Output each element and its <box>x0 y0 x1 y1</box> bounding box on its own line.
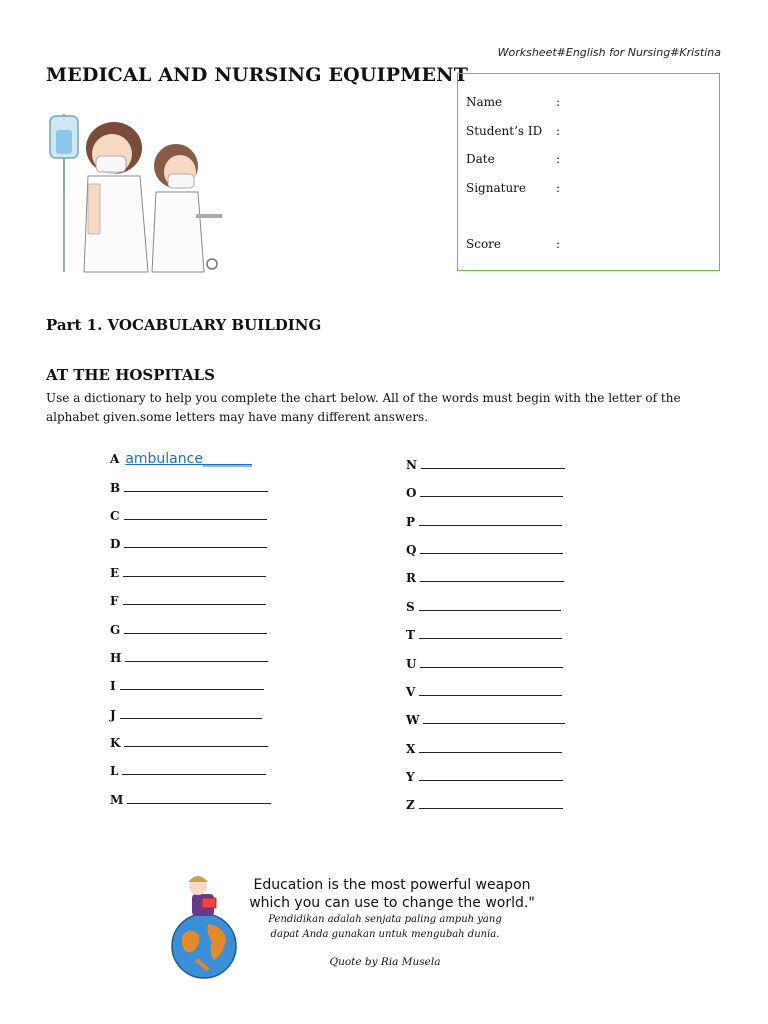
answer-blank[interactable] <box>124 480 268 492</box>
answer-blank[interactable] <box>421 457 565 469</box>
letter-row-h <box>110 650 268 665</box>
answer-blank[interactable] <box>125 650 268 662</box>
letter-row-q <box>406 542 563 557</box>
answer-blank[interactable] <box>419 684 562 696</box>
student-id-colon: : <box>556 124 561 138</box>
letter-row-t <box>406 627 562 642</box>
letter-label: M <box>110 793 124 807</box>
letter-row-b <box>110 480 268 495</box>
letter-label: V <box>406 685 416 699</box>
letter-label: Q <box>406 543 417 557</box>
info-row-score <box>466 237 560 251</box>
student-info-box <box>457 73 720 271</box>
answer-blank[interactable] <box>419 797 563 809</box>
letter-label: Y <box>406 770 415 784</box>
letter-label: G <box>110 623 121 637</box>
answer-blank[interactable] <box>124 735 268 747</box>
answer-blank[interactable] <box>419 599 561 611</box>
letter-row-i <box>110 678 264 693</box>
letter-label: P <box>406 515 416 529</box>
info-row-student-id <box>466 124 560 138</box>
letter-row-s <box>406 599 561 614</box>
answer-blank[interactable] <box>122 763 266 775</box>
letter-label: X <box>406 742 416 756</box>
section-title: AT THE HOSPITALS <box>46 366 215 384</box>
letter-label: L <box>110 764 119 778</box>
letter-row-c <box>110 508 267 523</box>
quote-indonesian-line-1: Pendidikan adalah senjata paling ampuh yang <box>268 914 502 925</box>
letter-row-f <box>110 593 266 608</box>
answer-blank[interactable] <box>127 792 271 804</box>
student-id-label: Student’s ID <box>466 124 543 138</box>
letter-label: K <box>110 736 121 750</box>
quote-attribution: Quote by Ria Musela <box>329 956 441 968</box>
quote-english <box>232 876 552 912</box>
letter-row-y <box>406 769 563 784</box>
globe-reader-illustration <box>168 868 240 980</box>
date-label: Date <box>466 152 495 166</box>
answer-blank[interactable] <box>123 593 266 605</box>
letter-label: A <box>110 452 120 466</box>
letter-label: U <box>406 657 417 671</box>
name-colon: : <box>556 95 561 109</box>
quote-indonesian <box>250 912 520 942</box>
letter-label: B <box>110 481 121 495</box>
answer-blank[interactable] <box>420 570 564 582</box>
quote-english-line-2: which you can use to change the world." <box>249 895 535 911</box>
letter-row-g <box>110 622 267 637</box>
letter-label: O <box>406 486 417 500</box>
answer-blank[interactable] <box>419 514 562 526</box>
letter-row-v <box>406 684 562 699</box>
answer-blank[interactable] <box>420 542 563 554</box>
letter-label: S <box>406 600 415 614</box>
letter-row-m <box>110 792 271 807</box>
example-answer: ambulance_______ <box>125 451 252 467</box>
letter-label: I <box>110 679 116 693</box>
answer-blank[interactable] <box>120 678 264 690</box>
answer-blank[interactable] <box>419 741 562 753</box>
answer-blank[interactable] <box>419 627 562 639</box>
quote-english-line-1: Education is the most powerful weapon <box>253 877 531 893</box>
letter-row-r <box>406 570 564 585</box>
letter-label: J <box>110 708 116 722</box>
letter-row-n <box>406 457 565 472</box>
instructions-text: Use a dictionary to help you complete the chart below. All of the words must begin with the letter of the alphabet given.some letters may have many different answers. <box>46 391 681 424</box>
quote-indonesian-line-2: dapat Anda gunakan untuk mengubah dunia. <box>270 929 500 940</box>
answer-blank[interactable] <box>120 707 262 719</box>
score-colon: : <box>556 237 561 251</box>
answer-blank[interactable] <box>124 536 267 548</box>
letter-row-p <box>406 514 562 529</box>
letter-label: R <box>406 571 416 585</box>
letter-label: E <box>110 566 120 580</box>
answer-blank[interactable] <box>423 712 565 724</box>
letter-row-a <box>110 451 252 467</box>
letter-label: N <box>406 458 417 472</box>
letter-row-d <box>110 536 267 551</box>
info-row-signature <box>466 181 560 195</box>
page-title: MEDICAL AND NURSING EQUIPMENT <box>46 64 469 86</box>
signature-colon: : <box>556 181 561 195</box>
letter-label: Z <box>406 798 415 812</box>
letter-label: T <box>406 628 415 642</box>
info-row-name <box>466 95 560 109</box>
letter-row-x <box>406 741 562 756</box>
score-label: Score <box>466 237 502 251</box>
letter-label: C <box>110 509 120 523</box>
letter-row-e <box>110 565 266 580</box>
answer-blank[interactable] <box>124 508 267 520</box>
date-colon: : <box>556 152 561 166</box>
letter-label: H <box>110 651 122 665</box>
answer-blank[interactable] <box>124 622 267 634</box>
letter-row-j <box>110 707 262 722</box>
letter-row-o <box>406 485 563 500</box>
letter-label: F <box>110 594 119 608</box>
letter-row-k <box>110 735 268 750</box>
answer-blank[interactable] <box>420 485 563 497</box>
answer-blank[interactable] <box>419 769 563 781</box>
worksheet-header-note: Worksheet#English for Nursing#Kristina <box>497 46 721 59</box>
answer-blank[interactable] <box>420 656 563 668</box>
signature-label: Signature <box>466 181 527 195</box>
letter-row-u <box>406 656 563 671</box>
letter-label: W <box>406 713 420 727</box>
letter-row-z <box>406 797 563 812</box>
letter-row-w <box>406 712 565 727</box>
letter-label: D <box>110 537 121 551</box>
nurses-illustration <box>44 104 224 276</box>
name-label: Name <box>466 95 503 109</box>
answer-blank[interactable] <box>123 565 266 577</box>
letter-row-l <box>110 763 266 778</box>
info-row-date <box>466 152 560 166</box>
part-1-title: Part 1. VOCABULARY BUILDING <box>46 316 322 334</box>
